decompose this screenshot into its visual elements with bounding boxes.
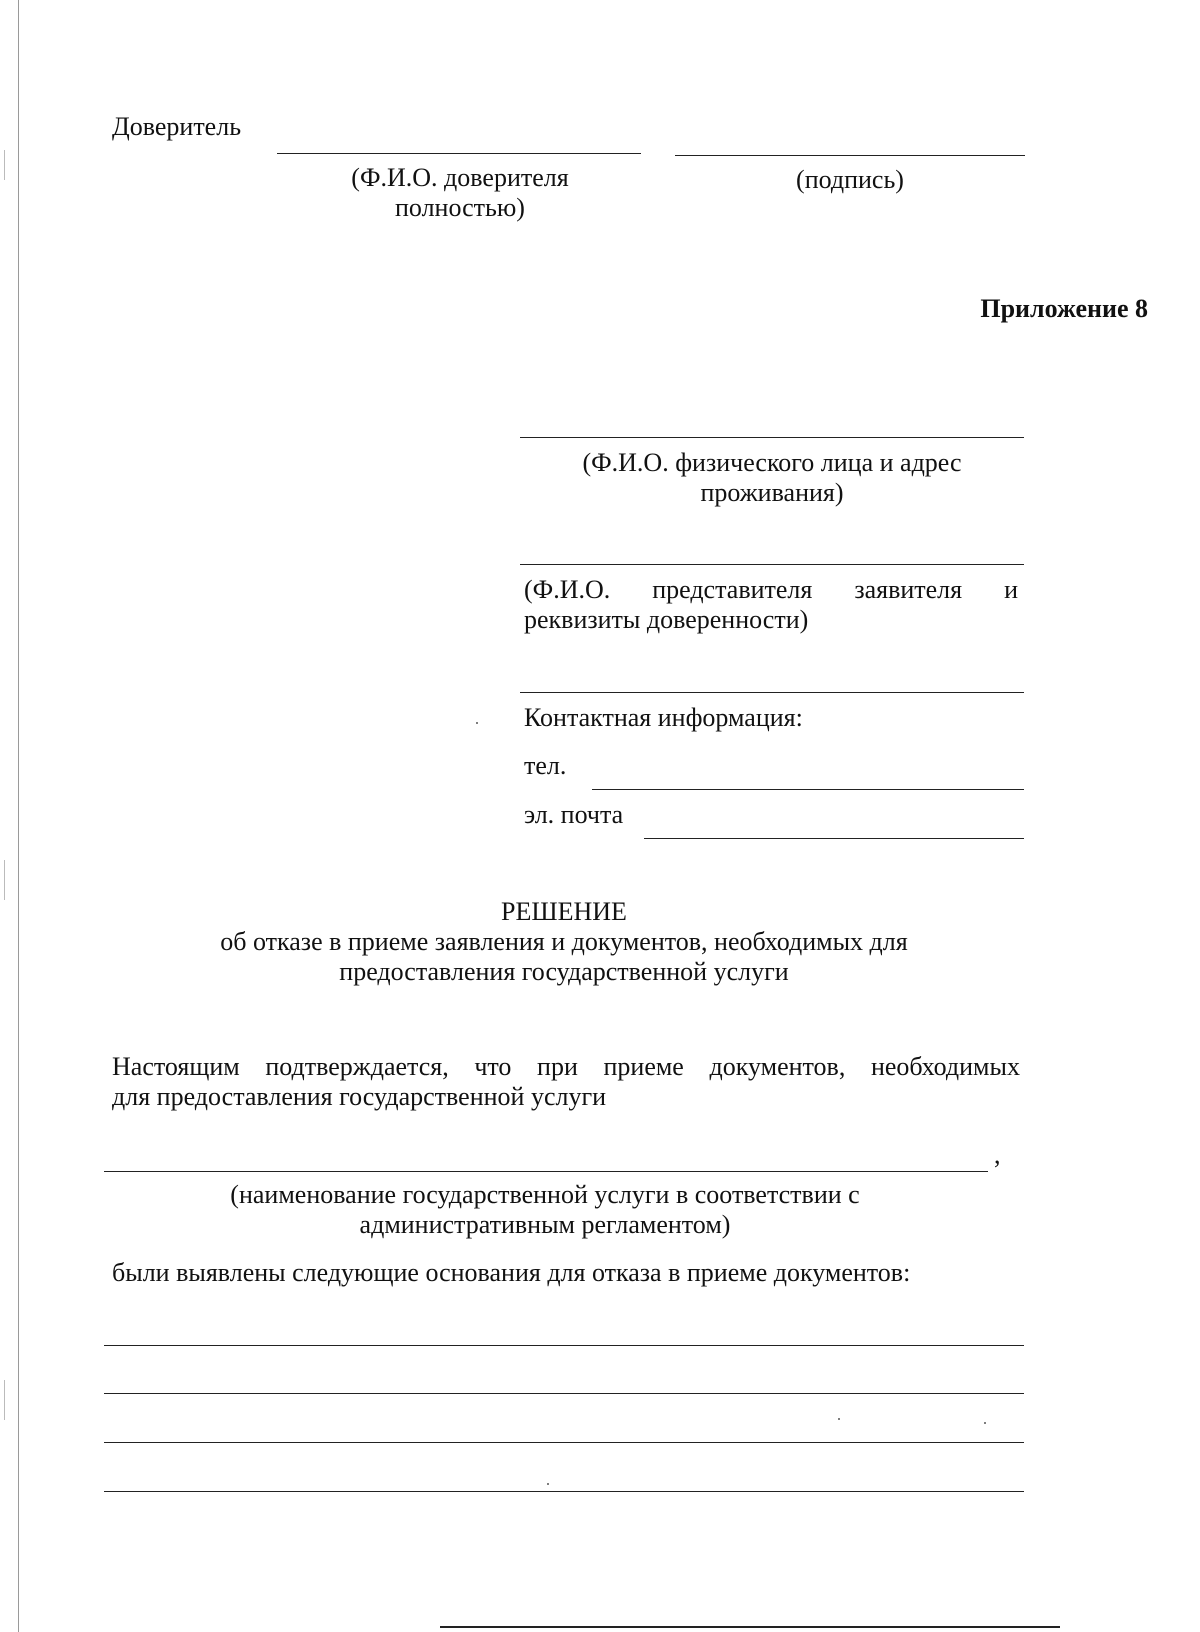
service-name-line bbox=[104, 1171, 988, 1172]
para-word: необходимых bbox=[870, 1052, 1020, 1081]
grounds-line bbox=[104, 1345, 1024, 1346]
para-word: что bbox=[474, 1052, 512, 1081]
representative-extra-line bbox=[520, 692, 1024, 693]
phone-line bbox=[592, 789, 1024, 790]
para-word: документов, bbox=[709, 1052, 846, 1081]
person-line bbox=[520, 437, 1024, 438]
representative-caption-2: реквизиты доверенности) bbox=[524, 605, 809, 634]
scan-speck bbox=[476, 722, 478, 724]
scan-mark bbox=[4, 150, 5, 180]
decision-subtitle-1: об отказе в приеме заявления и документов, необходимых для bbox=[220, 927, 908, 956]
scan-mark bbox=[4, 1380, 5, 1420]
decision-title: РЕШЕНИЕ bbox=[501, 897, 627, 926]
scan-bottom-edge bbox=[440, 1626, 1060, 1628]
phone-label: тел. bbox=[524, 751, 567, 780]
grounds-line bbox=[104, 1491, 1024, 1492]
scan-speck bbox=[838, 1418, 840, 1420]
trustor-fio-caption-2: полностью) bbox=[395, 193, 525, 222]
para-word: при bbox=[537, 1052, 578, 1081]
email-line bbox=[644, 838, 1024, 839]
contact-label: Контактная информация: bbox=[524, 703, 803, 732]
trustor-label: Доверитель bbox=[112, 112, 242, 141]
service-caption-2: административным регламентом) bbox=[359, 1210, 731, 1239]
trustor-fio-caption-1: (Ф.И.О. доверителя bbox=[351, 163, 569, 192]
person-caption-2: проживания) bbox=[700, 478, 844, 507]
scan-speck bbox=[547, 1483, 549, 1485]
para-word: Настоящим bbox=[112, 1052, 240, 1081]
service-caption-1: (наименование государственной услуги в соответствии с bbox=[230, 1180, 860, 1209]
para-word: приеме bbox=[603, 1052, 684, 1081]
rep-word: представителя bbox=[652, 575, 813, 604]
representative-line bbox=[520, 564, 1024, 565]
appendix-title: Приложение 8 bbox=[980, 294, 1148, 323]
scan-left-edge bbox=[18, 0, 19, 1632]
grounds-text: были выявлены следующие основания для отказа в приеме документов: bbox=[112, 1258, 911, 1287]
para-word: подтверждается, bbox=[265, 1052, 449, 1081]
scan-speck bbox=[984, 1422, 986, 1424]
signature-caption: (подпись) bbox=[796, 165, 904, 194]
rep-word: (Ф.И.О. bbox=[524, 575, 611, 604]
body-paragraph-line-2: для предоставления государственной услуги bbox=[112, 1082, 607, 1111]
decision-subtitle-2: предоставления государственной услуги bbox=[339, 957, 789, 986]
scan-mark bbox=[4, 860, 5, 900]
representative-caption-1 bbox=[524, 575, 1018, 605]
trustor-fio-line bbox=[277, 153, 641, 154]
rep-word: заявителя bbox=[854, 575, 963, 604]
rep-word: и bbox=[1004, 575, 1018, 604]
grounds-line bbox=[104, 1442, 1024, 1443]
email-label: эл. почта bbox=[524, 800, 624, 829]
grounds-line bbox=[104, 1393, 1024, 1394]
trustor-signature-line bbox=[675, 155, 1025, 156]
service-comma: , bbox=[994, 1140, 1001, 1169]
person-caption-1: (Ф.И.О. физического лица и адрес bbox=[582, 448, 962, 477]
body-paragraph-line-1 bbox=[112, 1052, 1020, 1082]
